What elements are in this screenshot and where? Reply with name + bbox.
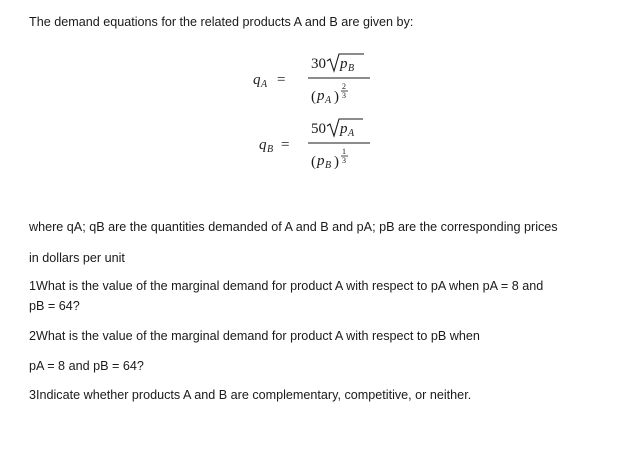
intro-text: The demand equations for the related products A and B are given by:: [29, 15, 414, 29]
eq2-lhs-var: q: [259, 137, 267, 153]
eq1-exp-num: 2: [342, 82, 346, 91]
demand-equations: [0, 0, 638, 200]
eq2-den-paren-open: (: [311, 154, 316, 170]
question-2-line2: pA = 8 and pB = 64?: [29, 359, 144, 373]
eq1-num-coef: 30: [311, 56, 326, 72]
eq2-num-var: p: [340, 121, 348, 137]
eq2-exp-den: 3: [342, 156, 346, 165]
eq1-den-paren-close: ): [334, 89, 339, 105]
eq1-den-sub: A: [325, 95, 332, 106]
eq1-num-sub: B: [348, 63, 355, 74]
eq1-equals: =: [277, 72, 286, 88]
eq2-den-paren-close: ): [334, 154, 339, 170]
eq2-lhs-sub: B: [267, 144, 274, 155]
equation-qb: [259, 119, 370, 171]
question-1-line2: pB = 64?: [29, 299, 80, 313]
where-text-line1: where qA; qB are the quantities demanded of A and B and pA; pB are the corresponding prices: [29, 220, 558, 234]
eq1-exp-den: 3: [342, 91, 346, 100]
eq2-num-coef: 50: [311, 121, 326, 137]
question-1-line1: 1What is the value of the marginal demand for product A with respect to pA when pA = 8 and: [29, 279, 544, 293]
eq1-den-paren-open: (: [311, 89, 316, 105]
eq1-den-var: p: [317, 88, 325, 104]
eq2-num-sub: A: [348, 128, 355, 139]
eq2-den-sub: B: [325, 160, 332, 171]
eq1-lhs-var: q: [253, 72, 261, 88]
where-text-line2: in dollars per unit: [29, 251, 125, 265]
eq1-lhs-sub: A: [261, 79, 268, 90]
question-2-line1: 2What is the value of the marginal demand for product A with respect to pB when: [29, 329, 480, 343]
eq1-num-var: p: [340, 56, 348, 72]
question-3: 3Indicate whether products A and B are complementary, competitive, or neither.: [29, 388, 472, 402]
eq2-exp-num: 1: [342, 147, 346, 156]
eq2-equals: =: [281, 137, 290, 153]
eq2-den-var: p: [317, 153, 325, 169]
equation-qa: [253, 54, 370, 106]
